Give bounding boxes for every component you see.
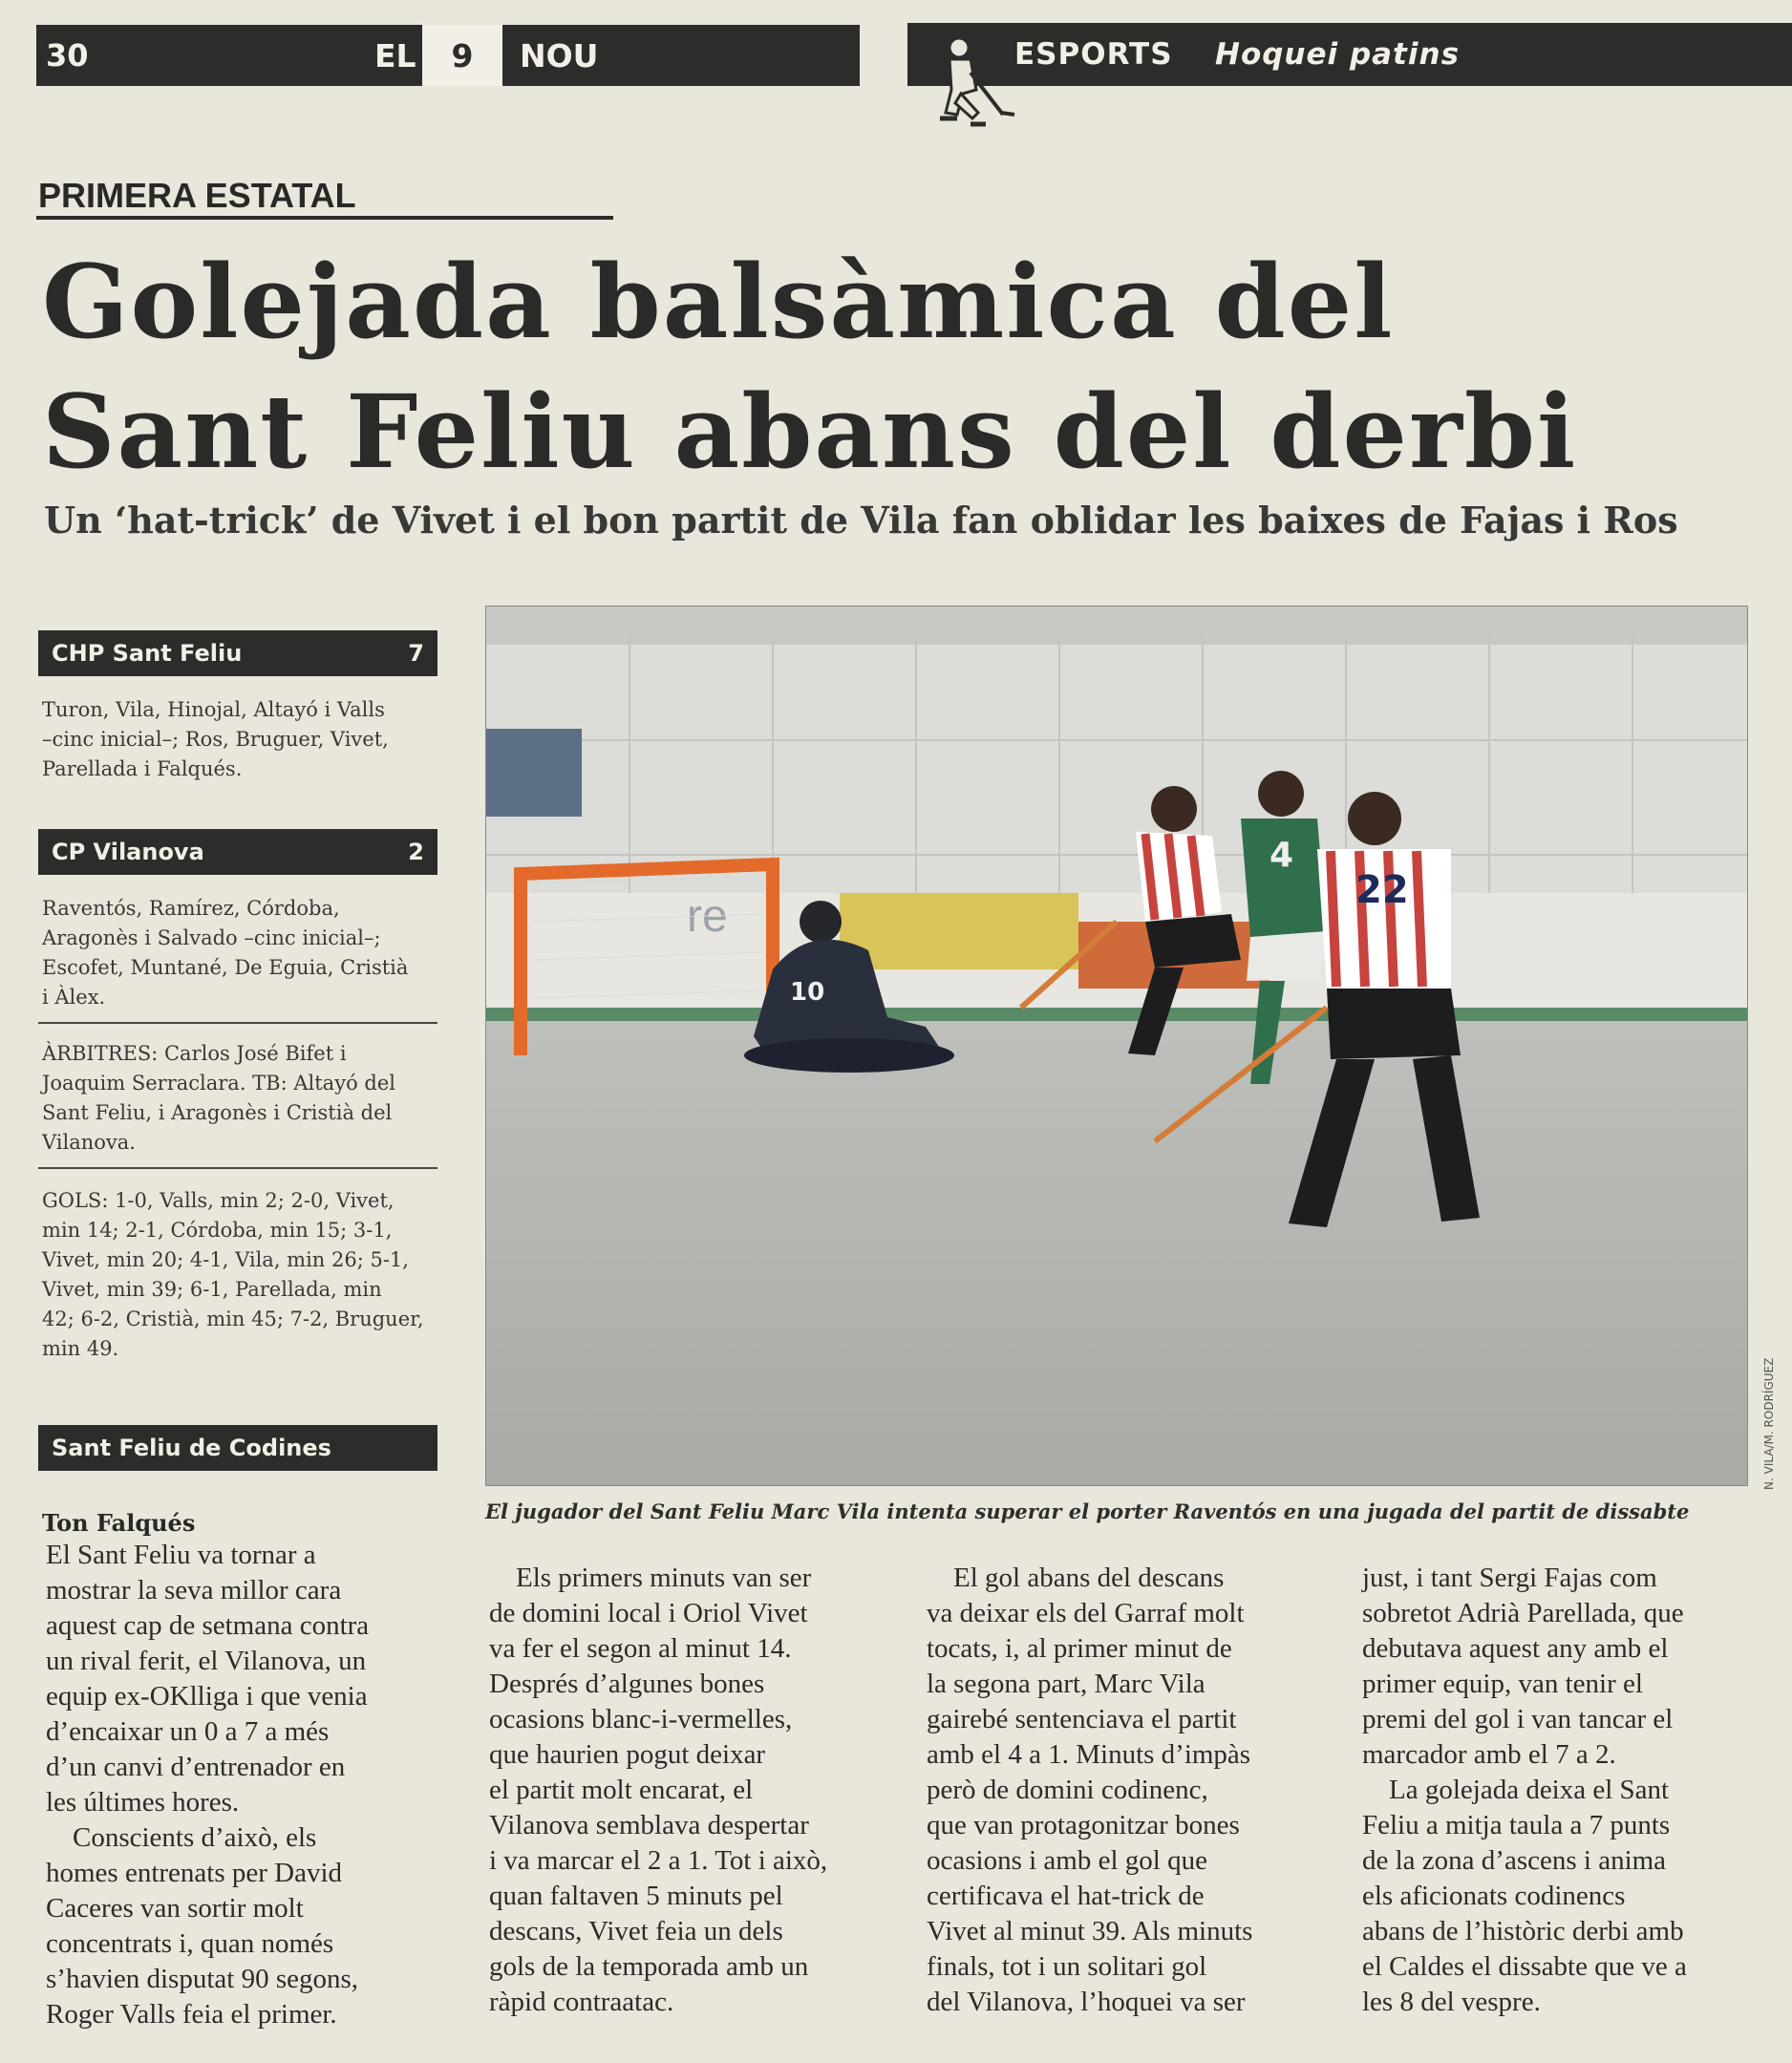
headline-line-2: Sant Feliu abans del derbi [42,372,1578,491]
roller-hockey-player-icon [904,19,1018,145]
photo-illustration [486,606,1747,1485]
text-line: La golejada deixa el Sant [1389,1775,1670,1805]
text-line: ocasions i amb el gol que [927,1845,1207,1876]
striped-player-jersey-number: 22 [1355,868,1409,912]
text-line: d’encaixar un 0 a 7 a més [46,1716,330,1747]
text-line: del Vilanova, l’hoquei va ser [927,1987,1246,2017]
masthead-left-bar [36,25,860,86]
article-column-3 [927,1561,1328,2020]
goals-line: Vivet, min 20; 4-1, Vila, min 26; 5-1, [42,1248,409,1271]
lineup-line: Parellada i Falqués. [42,757,243,780]
location-name: Sant Feliu de Codines [52,1435,331,1461]
divider [38,1167,437,1169]
text-line: els aficionats codinencs [1362,1881,1626,1911]
text-line: El gol abans del descans [953,1563,1225,1593]
text-line: concentrats i, quan només [46,1928,334,1959]
text-line: Caceres van sortir molt [46,1893,304,1924]
home-team-score: 7 [408,640,424,667]
location-bar [38,1425,437,1471]
goals-line: min 49. [42,1337,119,1360]
away-team-score: 2 [408,839,424,865]
lineup-line: Raventós, Ramírez, Córdoba, [42,897,340,920]
referees-line: Sant Feliu, i Aragonès i Cristià del [42,1101,393,1124]
goals-line: GOLS: 1-0, Valls, min 2; 2-0, Vivet, [42,1189,395,1212]
text-line: Roger Valls feia el primer. [46,1999,337,2030]
divider [38,1022,437,1024]
text-line: Després d’algunes bones [489,1669,765,1699]
text-line: de domini local i Oriol Vivet [489,1598,808,1628]
photo-caption: El jugador del Sant Feliu Marc Vila intenta superar el porter Raventós en una jugada del partit de dissabte [485,1499,1690,1523]
text-line: va deixar els del Garraf molt [927,1598,1245,1628]
text-line: quan faltaven 5 minuts pel [489,1881,783,1911]
text-line: un rival ferit, el Vilanova, un [46,1646,367,1676]
article-column-1 [46,1538,455,2032]
goals-line: 42; 6-2, Cristià, min 45; 7-2, Bruguer, [42,1308,424,1330]
text-line: Vilanova semblava despertar [489,1810,809,1840]
text-line: però de domini codinenc, [927,1775,1208,1805]
text-line: va fer el segon al minut 14. [489,1633,792,1664]
text-line: premi del gol i van tancar el [1362,1704,1674,1734]
text-line: marcador amb el 7 a 2. [1362,1739,1616,1770]
text-line: la segona part, Marc Vila [927,1669,1205,1699]
referees-line: Joaquim Serraclara. TB: Altayó del [42,1072,395,1095]
home-team-name: CHP Sant Feliu [52,640,243,667]
masthead-section-bar [907,23,1792,86]
subheadline: Un ‘hat-trick’ de Vivet i el bon partit de Vila fan oblidar les baixes de Fajas i Ros [44,499,1678,542]
text-line: tocats, i, al primer minut de [927,1633,1232,1664]
home-lineup [42,695,443,784]
subsection-name: Hoquei patins [1215,37,1461,72]
lineup-line: Escofet, Muntané, De Eguia, Cristià [42,956,409,979]
away-team-name: CP Vilanova [52,839,204,865]
text-line: el partit molt encarat, el [489,1775,754,1805]
text-line: el Caldes el dissabte que ve a [1362,1951,1687,1982]
text-line: les 8 del vespre. [1362,1987,1541,2017]
section-rule [36,216,613,220]
headline [42,237,1761,497]
text-line: sobretot Adrià Parellada, que [1362,1598,1684,1628]
text-line: Conscients d’això, els [73,1822,317,1853]
text-line: Feliu a mitja taula a 7 punts [1362,1810,1671,1840]
text-line: descans, Vivet feia un dels [489,1916,783,1946]
byline: Ton Falqués [42,1509,196,1537]
masthead-name-nou: NOU [520,36,599,74]
text-line: d’un canvi d’entrenador en [46,1752,346,1782]
page-number: 30 [46,37,89,74]
section-name: ESPORTS [1014,37,1173,72]
text-line: homes entrenats per David [46,1858,343,1888]
text-line: primer equip, van tenir el [1362,1669,1643,1699]
home-team-bar [38,630,437,676]
text-line: les últimes hores. [46,1787,240,1818]
photo-credit: N. VILA/M. RODRÍGUEZ [1762,1357,1776,1490]
text-line: s’havien disputat 90 segons, [46,1964,359,1994]
text-line: Vivet al minut 39. Als minuts [927,1916,1253,1946]
match-photo [485,606,1748,1486]
goals-line: min 14; 2-1, Córdoba, min 15; 3-1, [42,1219,393,1242]
article-column-2 [489,1561,890,2020]
text-line: certificava el hat-trick de [927,1881,1205,1911]
text-line: i va marcar el 2 a 1. Tot i això, [489,1845,828,1876]
text-line: ocasions blanc-i-vermelles, [489,1704,793,1734]
text-line: equip ex-OKlliga i que venia [46,1681,368,1712]
text-line: debutava aquest any amb el [1362,1633,1669,1664]
away-lineup [42,894,443,1012]
headline-line-1: Golejada balsàmica del [42,242,1395,361]
referees-info [42,1039,443,1158]
text-line: de la zona d’ascens i anima [1362,1845,1667,1876]
text-line: just, i tant Sergi Fajas com [1362,1563,1657,1593]
text-line: que van protagonitzar bones [927,1810,1240,1840]
referees-line: Vilanova. [42,1131,136,1154]
text-line: gols de la temporada amb un [489,1951,809,1982]
text-line: finals, tot i un solitari gol [927,1951,1207,1982]
referees-line: ÀRBITRES: Carlos José Bifet i [42,1042,347,1065]
masthead-name-nine: 9 [418,25,506,86]
section-label: PRIMERA ESTATAL [38,176,356,215]
sponsor-text: re [687,891,728,942]
away-team-bar [38,829,437,875]
masthead-name-el: EL [374,36,416,74]
text-line: ràpid contraatac. [489,1987,674,2017]
text-line: abans de l’històric derbi amb [1362,1916,1684,1946]
text-line: aquest cap de setmana contra [46,1610,370,1641]
lineup-line: Turon, Vila, Hinojal, Altayó i Valls [42,698,385,721]
text-line: amb el 4 a 1. Minuts d’impàs [927,1739,1251,1770]
article-column-4 [1362,1561,1773,2020]
text-line: El Sant Feliu va tornar a [46,1540,316,1570]
text-line: que haurien pogut deixar [489,1739,766,1770]
goals-line: Vivet, min 39; 6-1, Parellada, min [42,1278,382,1301]
text-line: mostrar la seva millor cara [46,1575,342,1606]
lineup-line: Aragonès i Salvado –cinc inicial–; [42,926,381,949]
green-player-jersey-number: 4 [1269,836,1294,875]
lineup-line: i Àlex. [42,986,106,1009]
lineup-line: –cinc inicial–; Ros, Bruguer, Vivet, [42,728,389,751]
text-line: Els primers minuts van ser [516,1563,812,1593]
goalkeeper-jersey-number: 10 [790,978,825,1007]
text-line: gairebé sentenciava el partit [927,1704,1237,1734]
goals-info [42,1186,443,1364]
